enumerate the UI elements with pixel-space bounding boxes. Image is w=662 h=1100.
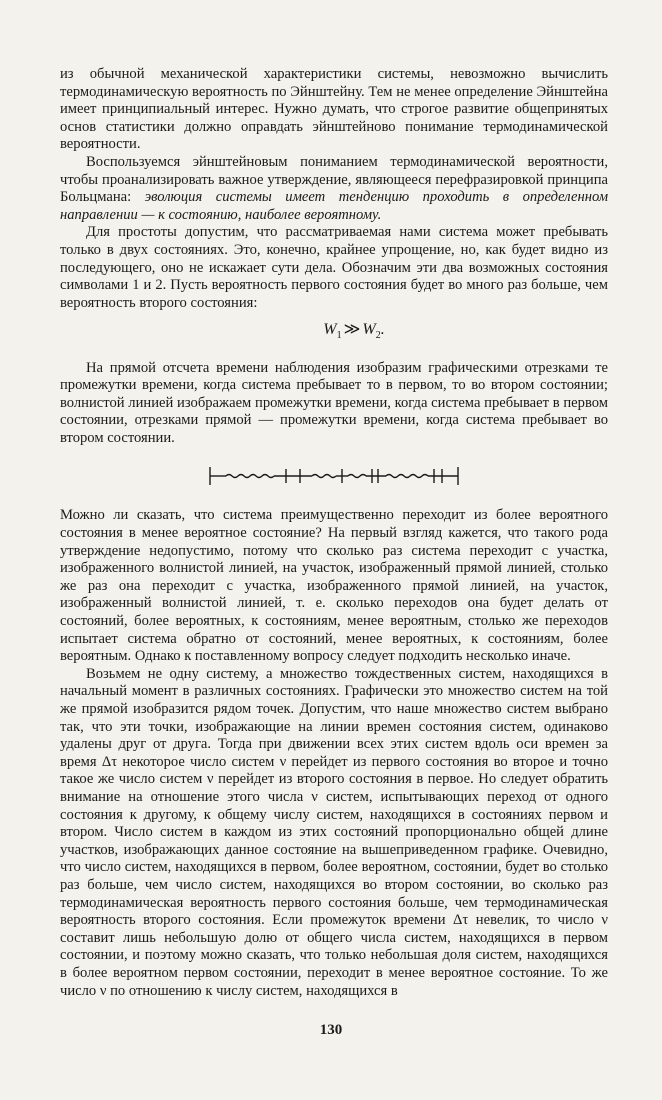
paragraph-6: Возьмем не одну систему, а множество тождественных систем, находящихся в начальный момент в различных состояниях. Графически это множество систем на той же прямой изобразится рядом точек. Допустим, что наше множество систем выбрано так, что эти точки, изображающие на линии времен состояния систем, одинаково удалены друг от друга. Тогда при движении всех этих систем вдоль оси времен за время Δτ некоторое число систем ν перейдет из первого состояния во второе и точно такое же число систем ν перейдет из второго состояния в первое. Но следует обратить внимание на отношение этого числа ν систем, испытывающих переход от одного состояния к другому, к общему числу систем, находящихся в состояниях первом и втором. Число систем в каждом из этих состояний пропорционально общей длине участков, изображающих данное состояние на вышеприведенном графике. Очевидно, что число систем, находящихся в первом, более вероятном, состоянии, будет во столько раз больше, чем число систем, находящихся во втором состоянии, во сколько раз термодинамическая вероятность первого состояния больше, чем термодинамическая вероятность второго состояния. Если промежуток времени Δτ невелик, то число ν составит лишь небольшую долю от общего числа систем, находящихся в первом состоянии, и поэтому можно сказать, что только небольшая доля систем, находящихся в более вероятном первом состоянии, переходит в менее вероятное состояние. То же число ν по отношению к числу систем, находящихся в: [60, 665, 608, 999]
timeline-wavy-segment: [386, 475, 428, 478]
formula: [100, 319, 608, 341]
paragraph-4: На прямой отсчета времени наблюдения изобразим графическими отрезками те промежутки времени, когда система пребывает то в первом, то во втором состоянии; волнистой линией изображаем промежутки времени, когда система пребывает в первом состоянии, отрезками прямой — промежутки времени, когда система пребывает во втором состоянии.: [60, 359, 608, 446]
formula-w1: W: [323, 321, 337, 339]
paragraph-5: Можно ли сказать, что система преимущественно переходит из более вероятного состояния в менее вероятное состояние? На первый взгляд кажется, что такого рода утверждение недопустимо, потому что сколько раз система переходит с участка, изображенного волнистой линией, на участок, изображенный прямой линией, столько же раз она переходит с участка, изображенного прямой линией, на участок, изображенный волнистой линией, т. е. сколько переходов она будет делать от состояний, более вероятных, к состояниям, менее вероятным, столько же переходов испытает система обратно от состояний, менее вероятных, к состояниям, более вероятным. Однако к поставленному вопросу следует подходить несколько иначе.: [60, 507, 608, 665]
paragraph-2-text: Воспользуемся эйнштейновым пониманием термодинамической вероятности, чтобы проанализировать важное утверждение, являющееся перефразировкой принципа Больцмана:: [60, 153, 608, 206]
timeline-diagram: [208, 463, 460, 489]
formula-relation: ≫: [343, 321, 361, 339]
timeline-figure: [60, 463, 608, 489]
timeline-wavy-segment: [226, 475, 274, 478]
page-number: 130: [319, 1022, 343, 1038]
paragraph-2-emphasis: эволюция системы имеет тенденцию проходить в определенном направлении — к состоянию, наиболее вероятному.: [60, 189, 609, 223]
paragraph-3: Для простоты допустим, что рассматриваемая нами система может пребывать только в двух состояниях. Это, конечно, крайнее упрощение, но, как будет видно из последующего, оно не искажает сути дела. Обозначим эти два возможных состояния символами 1 и 2. Пусть вероятность первого состояния будет во много раз больше, чем вероятность второго состояния:: [60, 224, 608, 311]
timeline-wavy-segment: [348, 475, 366, 478]
paragraph-1: из обычной механической характеристики системы, невозможно вычислить термодинамическую вероятность по Эйнштейну. Тем не менее определение Эйнштейна имеет принципиальный интерес. Нужно думать, что строгое развитие общепринятых основ статистики должно оправдать эйнштейново понимание термодинамической вероятности.: [60, 66, 608, 153]
timeline-wavy-segment: [312, 475, 336, 478]
formula-sub-2: 2: [375, 330, 381, 342]
formula-w2: W: [362, 321, 376, 339]
formula-sub-1: 1: [336, 330, 342, 342]
paragraph-2: [60, 154, 608, 224]
formula-period: .: [380, 321, 385, 339]
